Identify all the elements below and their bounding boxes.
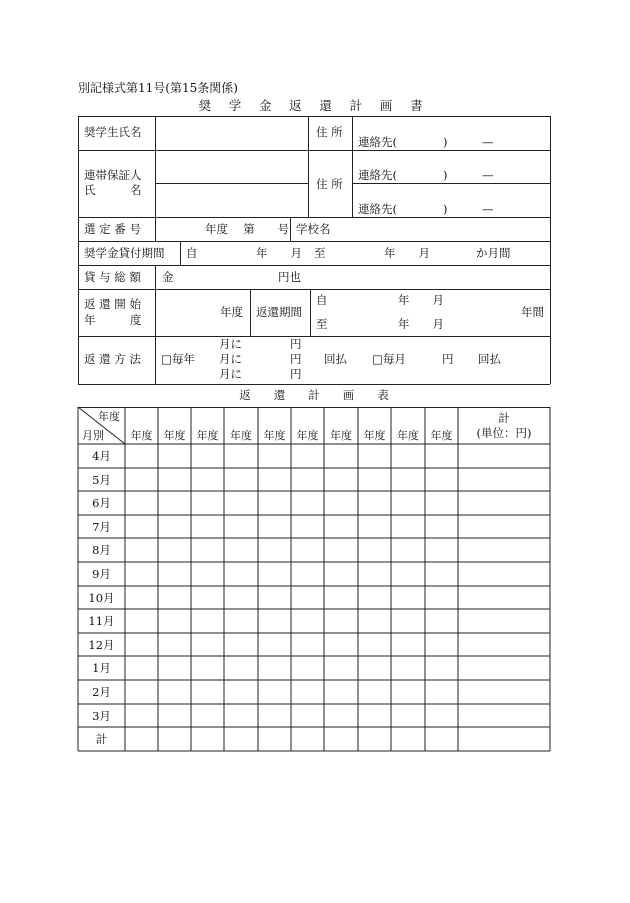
year-column-header: 年度 (230, 429, 252, 442)
loan-total-prefix: 金 (162, 270, 174, 284)
total-unit-header: (単位：円) (476, 426, 532, 440)
month-row-label: 3月 (92, 709, 111, 723)
repay-period-label: 返還期間 (256, 305, 302, 319)
loan-period-label: 奨学金貸付期間 (84, 246, 165, 260)
year-column-header: 年度 (430, 429, 453, 442)
repay-period-years: 年間 (521, 305, 544, 319)
repay-start-label: 返 還 開 始 (84, 297, 141, 311)
month-ni-1: 月に (219, 337, 242, 351)
year-column-header: 年度 (163, 429, 186, 442)
loan-total-suffix: 円也 (278, 270, 301, 284)
month-ni-3: 月に (219, 367, 242, 381)
yearly-checkbox-label: □毎年 (161, 352, 195, 366)
school-name-label: 学校名 (296, 222, 331, 236)
loan-period-months: か月間 (476, 246, 511, 260)
yen-4: 円 (442, 352, 454, 366)
month-row-label: 8月 (92, 543, 111, 557)
corner-month-label: 月別 (82, 429, 104, 442)
applicant-address-label: 住 所 (316, 125, 343, 139)
document-title: 奨 学 金 返 還 計 画 書 (198, 98, 430, 113)
guarantor-label: 連帯保証人 (84, 168, 142, 182)
corner-year-label: 年度 (98, 410, 120, 423)
year-column-header: 年度 (263, 429, 286, 442)
year-column-header: 年度 (330, 429, 352, 442)
repay-start-year-suffix: 年度 (220, 305, 243, 319)
loan-period-from-ym: 年 月 (256, 246, 302, 260)
year-column-header: 年度 (196, 429, 219, 442)
schedule-title: 返 還 計 画 表 (239, 388, 389, 402)
month-row-label: 10月 (88, 591, 115, 605)
month-row-label: 12月 (88, 638, 115, 652)
repay-period-from: 自 (316, 293, 328, 307)
year-column-header: 年度 (397, 429, 419, 442)
loan-total-label: 貸 与 総 額 (84, 270, 141, 284)
year-column-header: 年度 (130, 429, 153, 442)
month-row-label: 1月 (92, 661, 111, 675)
selection-year-number: 年度 第 号 (205, 222, 290, 236)
total-header: 計 (498, 411, 510, 425)
times-1: 回払 (324, 352, 347, 366)
repay-period-to-ym: 年 月 (398, 317, 444, 331)
month-row-label: 4月 (92, 449, 111, 463)
loan-period-to: 至 (314, 246, 326, 260)
guarantor-address-label: 住 所 (316, 177, 343, 191)
month-row-label: 5月 (92, 473, 111, 487)
loan-period-from: 自 (186, 246, 198, 260)
applicant-name-label: 奨学生氏名 (84, 125, 142, 139)
applicant-contact: 連絡先( ) — (358, 135, 494, 149)
repay-method-label: 返 還 方 法 (84, 352, 141, 366)
guarantor-contact-1: 連絡先( ) — (358, 168, 494, 182)
form-number-label: 別記様式第11号(第15条関係) (78, 81, 238, 95)
yen-3: 円 (290, 367, 302, 381)
times-2: 回払 (478, 352, 501, 366)
month-ni-2: 月に (219, 352, 242, 366)
repay-period-to: 至 (316, 317, 328, 331)
guarantor-contact-2: 連絡先( ) — (358, 202, 494, 216)
year-column-header: 年度 (296, 429, 319, 442)
month-row-label: 6月 (92, 496, 111, 510)
month-row-label: 7月 (92, 520, 111, 534)
guarantor-name-label: 氏 名 (84, 183, 142, 197)
monthly-checkbox-label: □毎月 (372, 352, 406, 366)
yen-2: 円 (290, 352, 302, 366)
selection-number-label: 選 定 番 号 (84, 222, 141, 236)
loan-period-to-ym: 年 月 (384, 246, 430, 260)
year-column-header: 年度 (363, 429, 386, 442)
month-row-label: 9月 (92, 567, 111, 581)
month-row-label: 11月 (88, 614, 115, 628)
total-row-label: 計 (95, 732, 108, 746)
repay-period-from-ym: 年 月 (398, 293, 444, 307)
repay-start-year-label: 年 度 (84, 313, 142, 327)
month-row-label: 2月 (92, 685, 111, 699)
yen-1: 円 (290, 337, 302, 351)
